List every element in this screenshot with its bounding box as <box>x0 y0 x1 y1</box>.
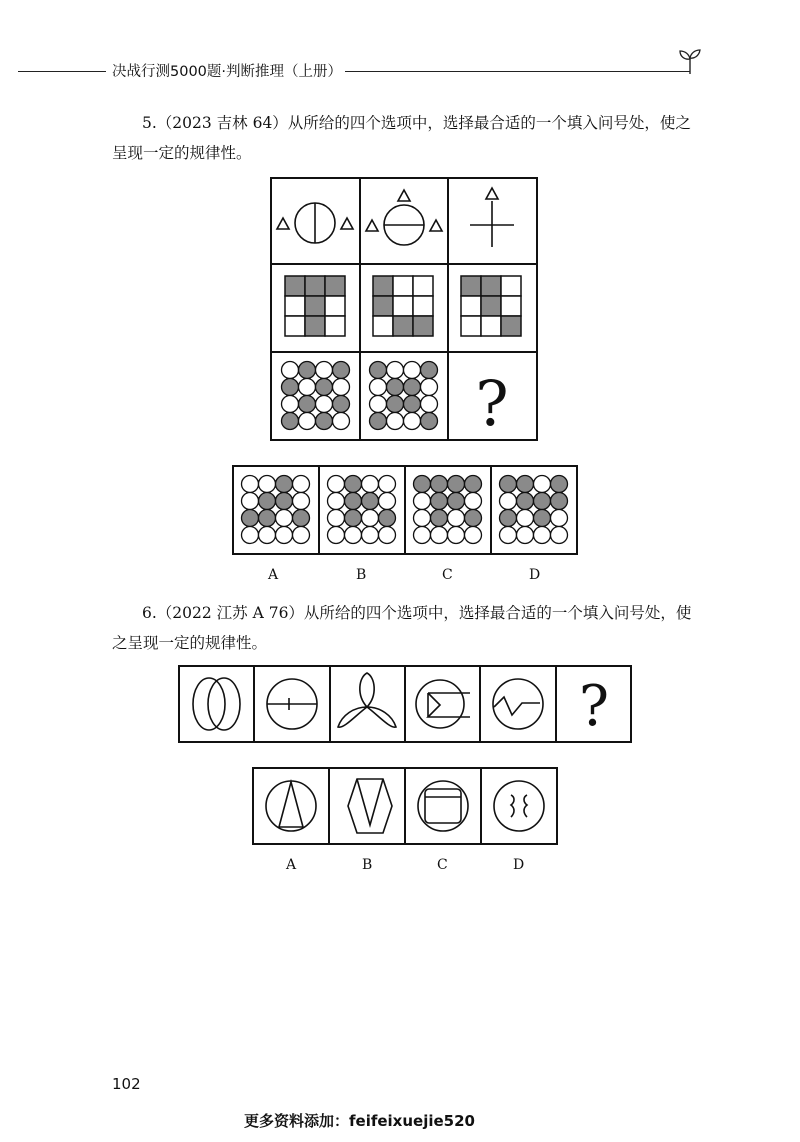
header-title: 决战行测5000题·判断推理（上册） <box>112 64 343 80</box>
circle-grid <box>242 476 310 544</box>
q5-option-label-a: A <box>268 567 279 583</box>
q6-text-line1: 6.（2022 江苏 A 76）从所给的四个选项中，选择最合适的一个填入问号处，使 <box>142 604 692 622</box>
circle-grid <box>370 362 438 430</box>
circle-zigzag <box>493 679 543 729</box>
q5-text-line1: 5.（2023 吉林 64）从所给的四个选项中，选择最合适的一个填入问号处，使之 <box>142 114 691 132</box>
option-d-circle-curl <box>494 781 544 831</box>
q5-option-label-c: C <box>442 567 453 583</box>
q5-option-label-b: B <box>356 567 367 583</box>
q6-option-label-c: C <box>437 857 448 873</box>
circle-grid <box>328 476 396 544</box>
circle-horizontal-line-with-triangles <box>366 190 442 245</box>
circle-grid <box>500 476 568 544</box>
page-number: 102 <box>112 1075 141 1093</box>
q6-option-label-d: D <box>513 857 525 873</box>
q5-option-label-d: D <box>529 567 541 583</box>
circle-grid <box>414 476 482 544</box>
option-c-circle-square <box>418 781 468 831</box>
question-6 <box>112 598 702 658</box>
q5-text-line2: 呈现一定的规律性。 <box>112 144 252 162</box>
shaded-square-grid <box>373 276 433 336</box>
question-5 <box>112 108 702 168</box>
q6-options-strip <box>252 767 562 847</box>
q6-text-line2: 之呈现一定的规律性。 <box>112 634 268 652</box>
running-header <box>0 56 800 86</box>
option-a-circle-triangle <box>266 781 316 831</box>
footer-note: 更多资料添加：feifeixuejie520 <box>244 1112 475 1130</box>
header-rule-right <box>345 71 690 72</box>
q5-question-mark: ? <box>475 367 509 440</box>
header-rule-left <box>18 71 106 72</box>
three-petal-shape <box>338 673 396 727</box>
shaded-square-grid <box>285 276 345 336</box>
q6-option-label-a: A <box>286 857 297 873</box>
circle-horizontal-line <box>267 679 317 729</box>
circle-grid <box>282 362 350 430</box>
option-b-hexagon <box>348 779 392 833</box>
cross-with-triangle <box>470 188 514 247</box>
q5-puzzle-grid <box>270 177 540 445</box>
shaded-square-grid <box>461 276 521 336</box>
q6-sequence-row <box>178 665 634 745</box>
q5-options-strip <box>232 465 582 557</box>
q6-option-label-b: B <box>362 857 373 873</box>
overlapping-ellipses <box>193 678 240 730</box>
q6-question-mark: ? <box>578 674 610 739</box>
sprout-icon <box>676 46 704 76</box>
circle-sigma-shape <box>416 680 470 728</box>
circle-vertical-line-with-triangles <box>277 203 353 243</box>
